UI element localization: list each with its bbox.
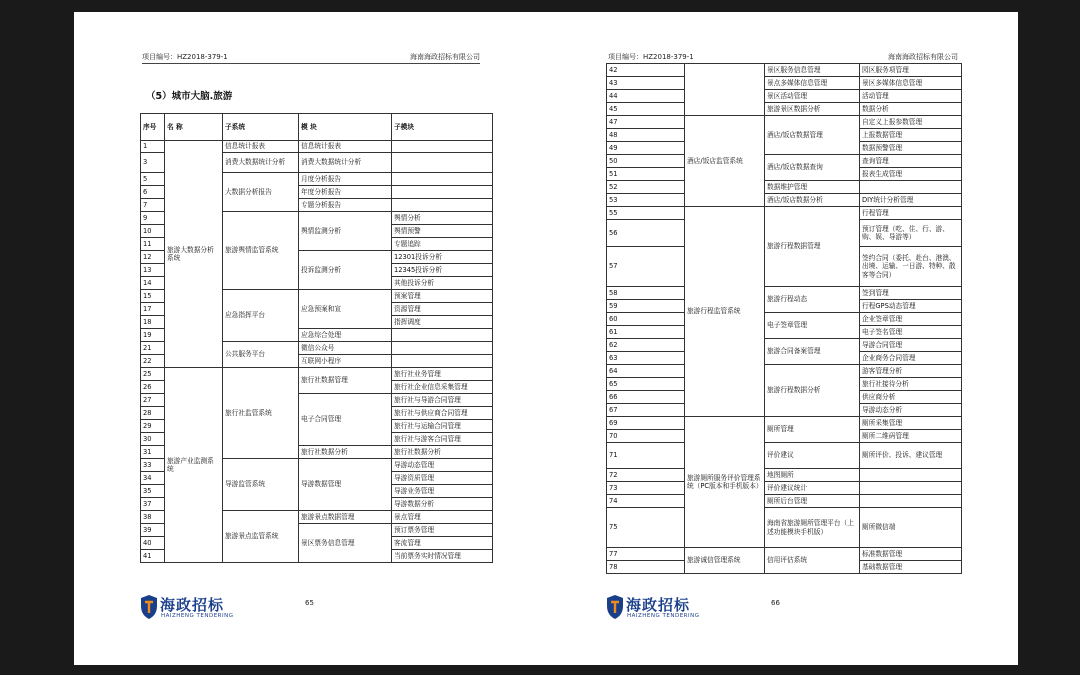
submodule: 资源管理 — [392, 303, 493, 316]
table-row — [607, 64, 962, 77]
module: 互联网小程序 — [299, 355, 392, 368]
submodule: 旅行社数据分析 — [392, 446, 493, 459]
company-logo — [138, 594, 268, 624]
table-row — [607, 548, 962, 561]
submodule: 查询管理 — [860, 155, 962, 168]
submodule: 预案管理 — [392, 290, 493, 303]
company-logo — [604, 594, 734, 624]
row-number: 26 — [141, 381, 165, 394]
document-page-right — [540, 12, 1018, 665]
table-row — [607, 194, 962, 207]
table-row — [607, 207, 962, 220]
row-number: 25 — [141, 368, 165, 381]
row-number: 5 — [141, 173, 165, 186]
submodule: 预订管理（吃、住、行、游、购、娱、导游等） — [860, 220, 962, 247]
row-number: 78 — [607, 561, 685, 574]
module: 酒店/饭店数据分析 — [765, 194, 860, 207]
row-number: 7 — [141, 199, 165, 212]
page-header — [142, 51, 480, 64]
module: 旅行社数据分析 — [299, 446, 392, 459]
module: 酒店/饭店数据管理 — [765, 116, 860, 155]
module: 评价建议统计 — [765, 482, 860, 495]
row-number: 50 — [607, 155, 685, 168]
row-number: 3 — [141, 153, 165, 173]
row-number: 70 — [607, 430, 685, 443]
submodule — [392, 355, 493, 368]
row-number: 41 — [141, 550, 165, 563]
submodule: 厕所采集管理 — [860, 417, 962, 430]
module: 旅游行程动态 — [765, 287, 860, 313]
submodule: 企业签章管理 — [860, 313, 962, 326]
row-number: 61 — [607, 326, 685, 339]
module: 月度分析报告 — [299, 173, 392, 186]
row-number: 47 — [607, 116, 685, 129]
header-company: 海南海政招标有限公司 — [410, 53, 480, 61]
submodule: 签约合同（委托、赴台、港澳、出境、运输、一日游、特种、散客等合同） — [860, 247, 962, 287]
submodule — [392, 141, 493, 153]
table-row — [607, 287, 962, 300]
row-number: 64 — [607, 365, 685, 378]
submodule: 自定义上报参数管理 — [860, 116, 962, 129]
row-number: 27 — [141, 394, 165, 407]
table-row — [607, 443, 962, 469]
subsystem: 应急指挥平台 — [223, 290, 299, 342]
table-row — [607, 508, 962, 548]
table-row — [607, 339, 962, 352]
module: 景区服务信息管理 — [765, 64, 860, 77]
submodule: 标准数据管理 — [860, 548, 962, 561]
module: 应急综合处理 — [299, 329, 392, 342]
logo-mark-icon — [138, 594, 160, 620]
module: 电子签章管理 — [765, 313, 860, 339]
row-number: 17 — [141, 303, 165, 316]
module: 厕所管理 — [765, 417, 860, 443]
submodule: 厕所微信端 — [860, 508, 962, 548]
submodule: 客流管理 — [392, 537, 493, 550]
module: 数据维护管理 — [765, 181, 860, 194]
module: 应急预案和宣 — [299, 290, 392, 329]
row-number: 40 — [141, 537, 165, 550]
module: 导游数据管理 — [299, 459, 392, 511]
row-number: 12 — [141, 251, 165, 264]
submodule — [392, 329, 493, 342]
submodule: 旅行社企业信息采集管理 — [392, 381, 493, 394]
submodule: DIY统计分析管理 — [860, 194, 962, 207]
module: 电子合同管理 — [299, 394, 392, 446]
module: 专题分析报告 — [299, 199, 392, 212]
table-row — [607, 469, 962, 482]
row-number: 51 — [607, 168, 685, 181]
module: 厕所后台管理 — [765, 495, 860, 508]
system-name: 酒店/饭店监管系统 — [685, 116, 765, 207]
row-number: 11 — [141, 238, 165, 251]
table-row — [607, 116, 962, 129]
module: 地图厕所 — [765, 469, 860, 482]
table-header-row — [141, 114, 493, 141]
submodule — [860, 469, 962, 482]
row-number: 37 — [141, 498, 165, 511]
submodule: 其他投诉分析 — [392, 277, 493, 290]
page-number: 65 — [305, 599, 314, 607]
table-row — [141, 368, 493, 381]
subsystem: 导游监管系统 — [223, 459, 299, 511]
row-number: 19 — [141, 329, 165, 342]
row-number: 71 — [607, 443, 685, 469]
row-number: 10 — [141, 225, 165, 238]
row-number: 60 — [607, 313, 685, 326]
row-number: 35 — [141, 485, 165, 498]
page-number: 66 — [771, 599, 780, 607]
system-name: 旅游大数据分析系统 — [165, 141, 223, 368]
submodule: 导游动态分析 — [860, 404, 962, 417]
submodule — [392, 173, 493, 186]
module: 微信公众号 — [299, 342, 392, 355]
submodule: 数据预警管理 — [860, 142, 962, 155]
row-number: 72 — [607, 469, 685, 482]
logo-text: 海政招标 — [160, 596, 225, 614]
row-number: 15 — [141, 290, 165, 303]
row-number: 65 — [607, 378, 685, 391]
submodule: 游客管理分析 — [860, 365, 962, 378]
row-number: 1 — [141, 141, 165, 153]
system-name: 旅游行程监管系统 — [685, 207, 765, 417]
submodule: 12345投诉分析 — [392, 264, 493, 277]
row-number: 34 — [141, 472, 165, 485]
row-number: 56 — [607, 220, 685, 247]
submodule: 报表生成管理 — [860, 168, 962, 181]
module: 旅游合同备案管理 — [765, 339, 860, 365]
subsystem: 旅游舆情监管系统 — [223, 212, 299, 290]
submodule: 基础数据管理 — [860, 561, 962, 574]
submodule: 园区服务项管理 — [860, 64, 962, 77]
subsystem: 旅行社监管系统 — [223, 368, 299, 459]
row-number: 77 — [607, 548, 685, 561]
module: 海南省旅游厕所管理平台（上述功能模块手机版） — [765, 508, 860, 548]
submodule: 企业商务合同管理 — [860, 352, 962, 365]
row-number: 63 — [607, 352, 685, 365]
table-row — [607, 417, 962, 430]
table-row — [607, 181, 962, 194]
row-number: 75 — [607, 508, 685, 548]
header-project-number: 项目编号：HZ2018-379-1 — [608, 53, 694, 61]
header-cell: 子模块 — [392, 114, 493, 141]
submodule: 舆情预警 — [392, 225, 493, 238]
row-number: 48 — [607, 129, 685, 142]
table-row — [607, 313, 962, 326]
row-number: 14 — [141, 277, 165, 290]
submodule: 行程管理 — [860, 207, 962, 220]
row-number: 42 — [607, 64, 685, 77]
row-number: 58 — [607, 287, 685, 300]
logo-subtext: HAIZHENG TENDERING — [627, 613, 700, 619]
row-number: 52 — [607, 181, 685, 194]
submodule: 厕所二维码管理 — [860, 430, 962, 443]
module: 信息统计报表 — [299, 141, 392, 153]
row-number: 53 — [607, 194, 685, 207]
module: 景点多媒体信息管理 — [765, 77, 860, 90]
row-number: 30 — [141, 433, 165, 446]
submodule — [860, 495, 962, 508]
submodule: 导游业务管理 — [392, 485, 493, 498]
submodule: 厕所评价、投诉、建议管理 — [860, 443, 962, 469]
module: 投诉监测分析 — [299, 251, 392, 290]
system-name: 旅游产业监测系统 — [165, 368, 223, 563]
header-company: 海南海政招标有限公司 — [888, 53, 958, 61]
module: 酒店/饭店数据查询 — [765, 155, 860, 181]
module: 舆情监测分析 — [299, 212, 392, 251]
row-number: 49 — [607, 142, 685, 155]
submodule — [392, 342, 493, 355]
row-number: 18 — [141, 316, 165, 329]
submodule: 旅行社与游客合同管理 — [392, 433, 493, 446]
table-row — [141, 141, 493, 153]
submodule: 导游合同管理 — [860, 339, 962, 352]
submodule: 导游资质管理 — [392, 472, 493, 485]
row-number: 28 — [141, 407, 165, 420]
logo-mark-icon — [604, 594, 626, 620]
table-row — [607, 495, 962, 508]
row-number: 39 — [141, 524, 165, 537]
logo-text: 海政招标 — [626, 596, 691, 614]
row-number: 31 — [141, 446, 165, 459]
system-name: 旅游厕所服务评价管理系统（PC版本和手机版本） — [685, 417, 765, 548]
module: 信用评估系统 — [765, 548, 860, 574]
submodule: 12301投诉分析 — [392, 251, 493, 264]
document-page-left — [74, 12, 552, 665]
submodule: 旅行社与供应商合同管理 — [392, 407, 493, 420]
row-number: 22 — [141, 355, 165, 368]
module: 旅游景点数据管理 — [299, 511, 392, 524]
submodule: 数据分析 — [860, 103, 962, 116]
row-number: 13 — [141, 264, 165, 277]
row-number: 45 — [607, 103, 685, 116]
row-number: 38 — [141, 511, 165, 524]
submodule — [392, 199, 493, 212]
row-number: 59 — [607, 300, 685, 313]
module: 消费大数据统计分析 — [299, 153, 392, 173]
module: 景区活动管理 — [765, 90, 860, 103]
submodule: 旅行社接待分析 — [860, 378, 962, 391]
row-number: 67 — [607, 404, 685, 417]
header-cell: 名 称 — [165, 114, 223, 141]
row-number: 73 — [607, 482, 685, 495]
submodule: 旅行社与导游合同管理 — [392, 394, 493, 407]
header-cell: 模 块 — [299, 114, 392, 141]
row-number: 69 — [607, 417, 685, 430]
table-row — [607, 365, 962, 378]
module: 旅游行程数据分析 — [765, 365, 860, 417]
submodule: 预订票务管理 — [392, 524, 493, 537]
logo-subtext: HAIZHENG TENDERING — [161, 613, 234, 619]
row-number: 66 — [607, 391, 685, 404]
submodule: 景点管理 — [392, 511, 493, 524]
submodule: 旅行社与运输合同管理 — [392, 420, 493, 433]
module: 旅行社数据管理 — [299, 368, 392, 394]
row-number: 29 — [141, 420, 165, 433]
row-number: 74 — [607, 495, 685, 508]
submodule — [860, 181, 962, 194]
module-table — [140, 113, 493, 563]
subsystem: 消费大数据统计分析 — [223, 153, 299, 173]
table-row — [607, 482, 962, 495]
submodule: 供应商分析 — [860, 391, 962, 404]
module: 景区票务信息管理 — [299, 524, 392, 563]
row-number: 6 — [141, 186, 165, 199]
submodule: 签到管理 — [860, 287, 962, 300]
system-name: 旅游诚信管理系统 — [685, 548, 765, 574]
row-number: 21 — [141, 342, 165, 355]
submodule: 当前票务实时情况管理 — [392, 550, 493, 563]
system-name — [685, 64, 765, 116]
header-cell: 子系统 — [223, 114, 299, 141]
submodule: 旅行社业务管理 — [392, 368, 493, 381]
subsystem: 大数据分析报告 — [223, 173, 299, 212]
submodule — [392, 186, 493, 199]
row-number: 9 — [141, 212, 165, 225]
header-cell: 序号 — [141, 114, 165, 141]
row-number: 55 — [607, 207, 685, 220]
submodule: 专题追踪 — [392, 238, 493, 251]
module-table — [606, 63, 962, 574]
row-number: 62 — [607, 339, 685, 352]
row-number: 43 — [607, 77, 685, 90]
section-title: （5）城市大脑.旅游 — [146, 91, 233, 102]
module: 年度分析报告 — [299, 186, 392, 199]
submodule: 舆情分析 — [392, 212, 493, 225]
module: 评价建议 — [765, 443, 860, 469]
submodule: 行程GPS动态管理 — [860, 300, 962, 313]
submodule: 景区多媒体信息管理 — [860, 77, 962, 90]
submodule: 指挥调度 — [392, 316, 493, 329]
row-number: 44 — [607, 90, 685, 103]
submodule — [392, 153, 493, 173]
subsystem: 公共服务平台 — [223, 342, 299, 368]
table-row — [607, 155, 962, 168]
table-row — [607, 103, 962, 116]
submodule: 导游数据分析 — [392, 498, 493, 511]
table-row — [607, 77, 962, 90]
table-row — [607, 90, 962, 103]
module: 旅游景区数据分析 — [765, 103, 860, 116]
submodule: 导游动态管理 — [392, 459, 493, 472]
submodule: 活动管理 — [860, 90, 962, 103]
submodule — [860, 482, 962, 495]
submodule: 电子签名管理 — [860, 326, 962, 339]
module: 旅游行程数据管理 — [765, 207, 860, 287]
subsystem: 旅游景点监管系统 — [223, 511, 299, 563]
row-number: 57 — [607, 247, 685, 287]
subsystem: 信息统计报表 — [223, 141, 299, 153]
row-number: 33 — [141, 459, 165, 472]
header-project-number: 项目编号：HZ2018-379-1 — [142, 53, 228, 61]
submodule: 上报数据管理 — [860, 129, 962, 142]
